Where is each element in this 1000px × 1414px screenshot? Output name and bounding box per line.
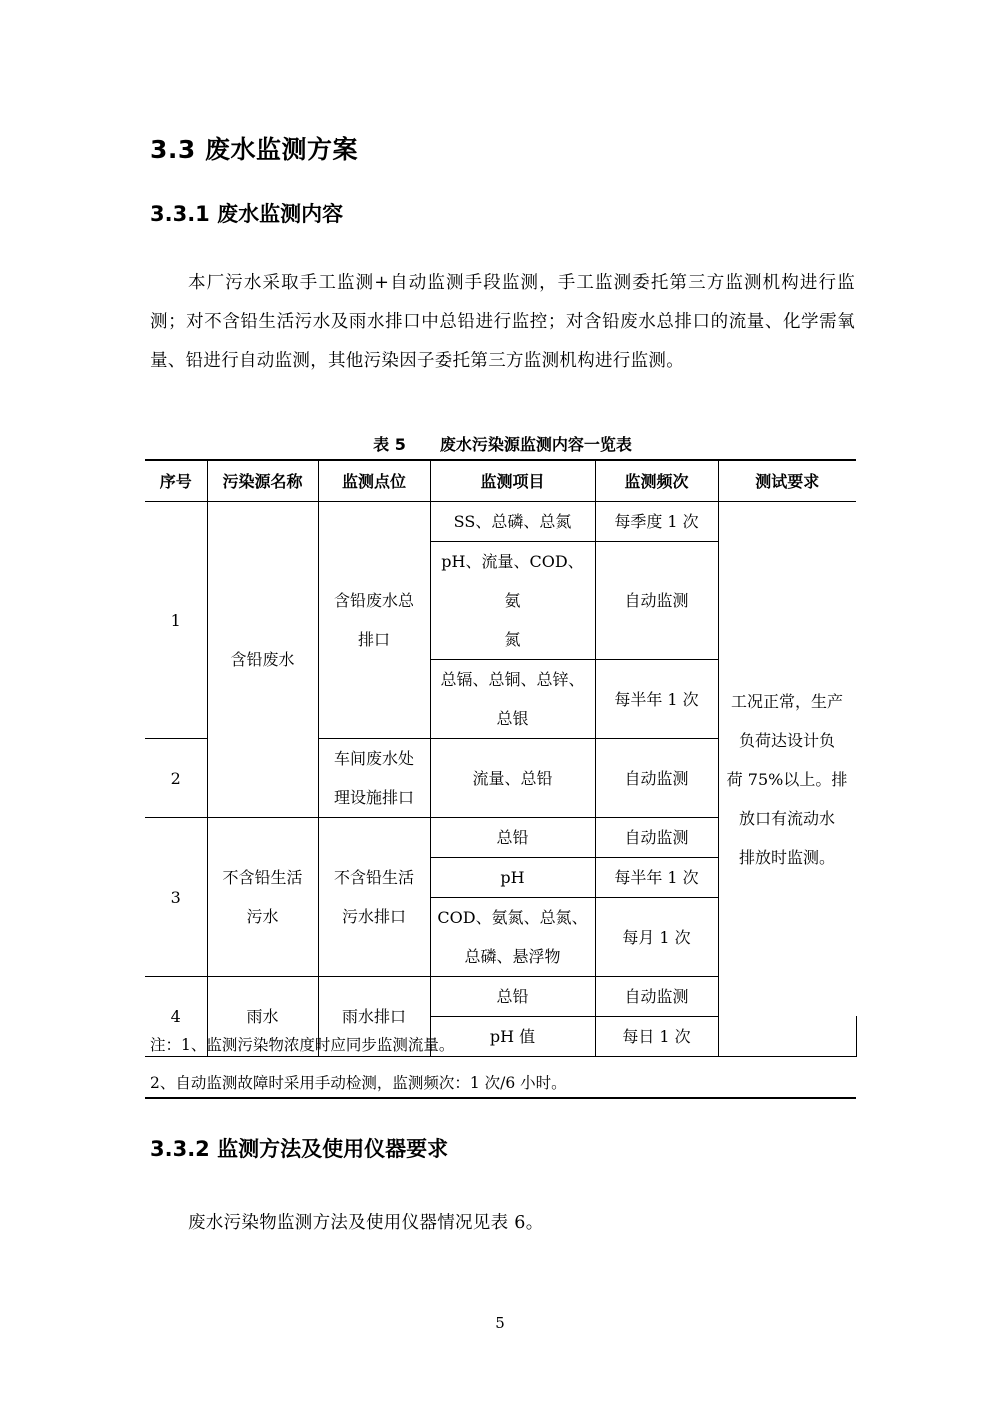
cell-point-line: 含铅废水总 bbox=[333, 591, 414, 610]
section-title: 3.3 废水监测方案 bbox=[150, 135, 358, 164]
table-note-1: 注：1、监测污染物浓度时应同步监测流量。 bbox=[150, 1036, 455, 1054]
cell-frequency: 每半年 1 次 bbox=[595, 858, 718, 898]
cell-seq-4: 4 bbox=[145, 977, 207, 1057]
cell-requirement-line: 工况正常，生产 bbox=[730, 691, 843, 711]
cell-requirement-line: 排放时监测。 bbox=[738, 847, 835, 867]
cell-point-line: 车间废水处 bbox=[333, 749, 414, 768]
cell-source-line: 不含铅生活 bbox=[222, 868, 303, 887]
cell-point-line: 排口 bbox=[357, 630, 390, 649]
cell-frequency: 自动监测 bbox=[595, 977, 718, 1017]
cell-requirement-line: 负荷达设计负 bbox=[738, 730, 835, 750]
cell-item: pH bbox=[430, 858, 595, 898]
cell-point-line: 不含铅生活 bbox=[333, 868, 414, 887]
cell-requirement-line: 放口有流动水 bbox=[738, 808, 835, 828]
cell-seq-1: 1 bbox=[145, 502, 207, 739]
cell-item-line: 氮 bbox=[504, 630, 521, 649]
cell-point-lead-outlet bbox=[318, 502, 430, 739]
header-item: 监测项目 bbox=[430, 460, 595, 502]
cell-item bbox=[430, 542, 595, 660]
cell-point-rain-outlet: 雨水排口 bbox=[318, 977, 430, 1057]
table-header-row bbox=[145, 460, 856, 502]
cell-item-line: 总镉、总铜、总锌、 bbox=[440, 670, 585, 689]
cell-item: 总铅 bbox=[430, 977, 595, 1017]
cell-requirement-line: 荷 75%以上。排 bbox=[726, 769, 848, 789]
cell-item: 总铅 bbox=[430, 818, 595, 858]
cell-point-line: 理设施排口 bbox=[333, 788, 414, 807]
table-row bbox=[145, 502, 856, 542]
cell-frequency: 每半年 1 次 bbox=[595, 660, 718, 739]
page-number: 5 bbox=[495, 1314, 505, 1332]
cell-frequency: 自动监测 bbox=[595, 739, 718, 818]
cell-item bbox=[430, 660, 595, 739]
cell-seq-3: 3 bbox=[145, 818, 207, 977]
cell-point-domestic-outlet bbox=[318, 818, 430, 977]
cell-test-requirement bbox=[718, 502, 856, 1057]
cell-point-line: 污水排口 bbox=[341, 907, 406, 926]
table-notes bbox=[150, 1026, 567, 1102]
cell-item-line: pH、流量、COD、氨 bbox=[441, 552, 584, 610]
table-caption-title: 废水污染源监测内容一览表 bbox=[439, 435, 632, 454]
cell-frequency: 自动监测 bbox=[595, 542, 718, 660]
paragraph-monitoring-intro: 本厂污水采取手工监测+自动监测手段监测，手工监测委托第三方监测机构进行监测；对不含铅生活污水及雨水排口中总铅进行监控；对含铅废水总排口的流量、化学需氧量、铅进行自动监测，其他污染因子委托第三方监测机构进行监测。 bbox=[150, 273, 855, 371]
subsection-title-methods: 3.3.2 监测方法及使用仪器要求 bbox=[150, 1137, 449, 1161]
cell-item: SS、总磷、总氮 bbox=[430, 502, 595, 542]
cell-frequency: 自动监测 bbox=[595, 818, 718, 858]
table-caption bbox=[150, 432, 855, 455]
cell-frequency: 每日 1 次 bbox=[595, 1017, 718, 1057]
cell-source-domestic bbox=[207, 818, 318, 977]
cell-item-line: COD、氨氮、总氮、 bbox=[437, 908, 588, 927]
cell-source-lead-wastewater: 含铅废水 bbox=[207, 502, 318, 818]
table-bottom-rule bbox=[145, 1097, 856, 1099]
header-source: 污染源名称 bbox=[207, 460, 318, 502]
monitoring-table bbox=[145, 459, 856, 1057]
cell-item bbox=[430, 898, 595, 977]
header-point: 监测点位 bbox=[318, 460, 430, 502]
cell-item: pH 值 bbox=[430, 1017, 595, 1057]
cell-seq-2: 2 bbox=[145, 739, 207, 818]
header-requirement: 测试要求 bbox=[718, 460, 856, 502]
header-frequency: 监测频次 bbox=[595, 460, 718, 502]
cell-item-line: 总磷、悬浮物 bbox=[464, 947, 561, 966]
paragraph-methods: 废水污染物监测方法及使用仪器情况见表 6。 bbox=[188, 1213, 544, 1233]
header-seq: 序号 bbox=[145, 460, 207, 502]
cell-item: 流量、总铅 bbox=[430, 739, 595, 818]
cell-source-rain: 雨水 bbox=[207, 977, 318, 1057]
cell-item-line: 总银 bbox=[496, 709, 529, 728]
table-caption-number: 表 5 bbox=[373, 435, 406, 454]
subsection-title-content: 3.3.1 废水监测内容 bbox=[150, 202, 344, 226]
table-note-2: 2、自动监测故障时采用手动检测，监测频次：1 次/6 小时。 bbox=[150, 1074, 567, 1092]
cell-frequency: 每季度 1 次 bbox=[595, 502, 718, 542]
cell-source-line: 污水 bbox=[246, 907, 279, 926]
cell-frequency: 每月 1 次 bbox=[595, 898, 718, 977]
cell-point-workshop-outlet bbox=[318, 739, 430, 818]
